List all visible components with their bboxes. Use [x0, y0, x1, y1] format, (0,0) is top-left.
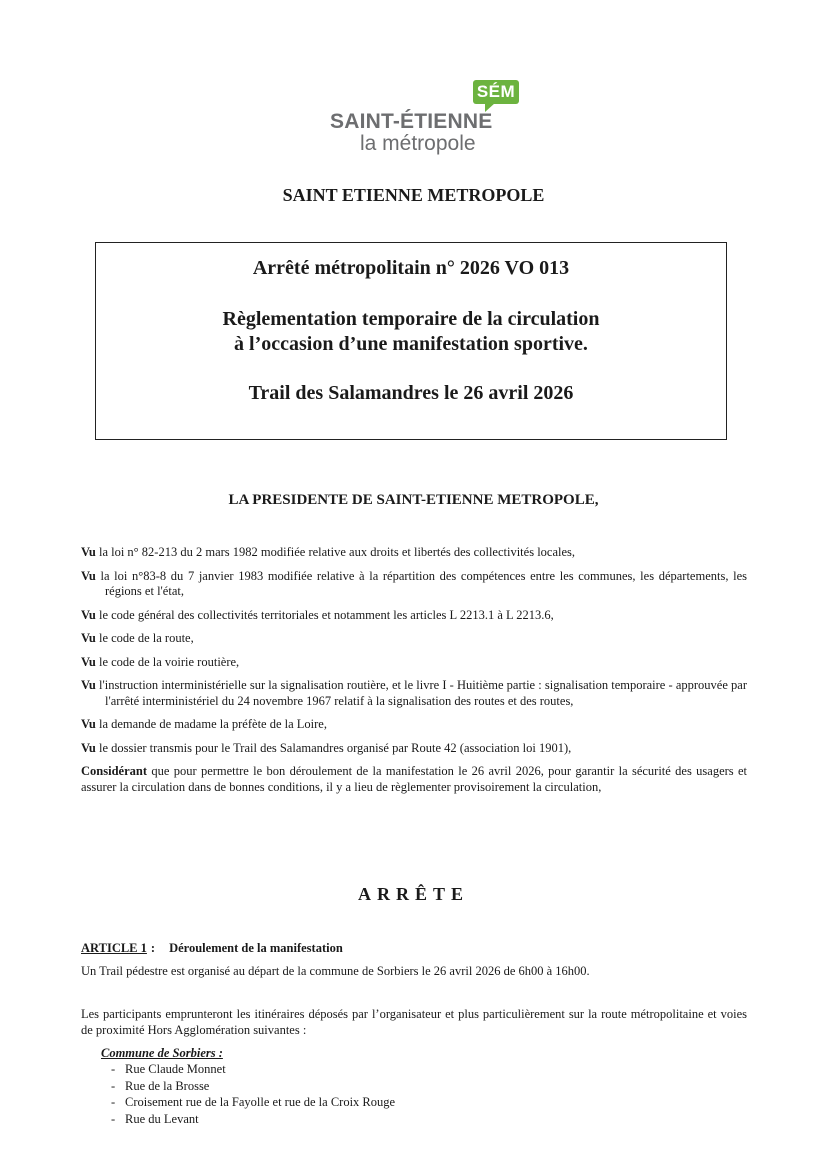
- consideration-item: Vu la loi n°83-8 du 7 janvier 1983 modifiée relative à la répartition des compétences entre les communes, les départements, les régions et l'état,: [81, 568, 747, 598]
- authority-heading: LA PRESIDENTE DE SAINT-ETIENNE METROPOLE,: [228, 492, 599, 508]
- considerations-list: [81, 545, 747, 803]
- consideration-item: Vu le code général des collectivités territoriales et notamment les articles L 2213.1 à L 2213.6,: [81, 607, 554, 622]
- street-list: [111, 1061, 395, 1127]
- decision-heading: ARRÊTE: [357, 884, 469, 904]
- logo-name: SAINT-ÉTIENNE: [330, 110, 493, 133]
- logo-tagline: la métropole: [360, 132, 476, 155]
- logo: [330, 80, 530, 155]
- consideration-item: Vu la demande de madame la préfète de la Loire,: [81, 717, 327, 731]
- decree-subject-line-2: à l’occasion d’une manifestation sportive.: [234, 333, 588, 355]
- article-separator: :: [150, 941, 156, 955]
- consideration-item: Vu le code de la route,: [81, 631, 194, 645]
- article-title: Déroulement de la manifestation: [169, 941, 343, 955]
- street-item: - Rue de la Brosse: [111, 1078, 395, 1095]
- consideration-item: Vu le dossier transmis pour le Trail des Salamandres organisé par Route 42 (association loi 1901),: [81, 740, 572, 755]
- street-item: - Croisement rue de la Fayolle et rue de la Croix Rouge: [111, 1094, 395, 1111]
- consideration-item: Vu la loi n° 82-213 du 2 mars 1982 modifiée relative aux droits et libertés des collectivités locales,: [81, 545, 576, 559]
- decree-number: Arrêté métropolitain n° 2026 VO 013: [252, 257, 570, 279]
- logo-badge: SÉM: [473, 80, 519, 104]
- article-1-paragraph-1: Un Trail pédestre est organisé au départ de la commune de Sorbiers le 26 avril 2026 de 6h00 à 16h00.: [81, 964, 590, 978]
- article-1-paragraph-2: Les participants emprunteront les itinéraires déposés par l’organisateur et plus particulièrement sur la route métropolitaine et voies de proximité Hors Agglomération suivantes :: [81, 1007, 747, 1037]
- street-item: - Rue Claude Monnet: [111, 1061, 395, 1078]
- commune-heading: Commune de Sorbiers :: [101, 1046, 223, 1060]
- title-box: [95, 242, 727, 440]
- consideration-item: Vu le code de la voirie routière,: [81, 654, 240, 669]
- decree-subject-line-1: Règlementation temporaire de la circulation: [222, 308, 600, 330]
- organization-heading: SAINT ETIENNE METROPOLE: [282, 185, 545, 205]
- street-item: - Rue du Levant: [111, 1111, 395, 1128]
- decree-subject: [96, 307, 726, 357]
- consideration-item: Vu l'instruction interministérielle sur la signalisation routière, et le livre I - Huitième partie : signalisation temporaire - approuvée par l'arrêté interministériel du 24 novembre 1967 relatif à la signalisation des routes et des routes,: [81, 678, 747, 708]
- article-1-heading: [81, 941, 343, 956]
- article-label: ARTICLE 1: [81, 941, 147, 955]
- event-title: Trail des Salamandres le 26 avril 2026: [248, 382, 574, 404]
- consideration-item: Considérant que pour permettre le bon déroulement de la manifestation le 26 avril 2026, pour garantir la sécurité des usagers et assurer la circulation dans de bonnes conditions, il y a lieu de règlementer provisoirement la circulation,: [81, 764, 747, 794]
